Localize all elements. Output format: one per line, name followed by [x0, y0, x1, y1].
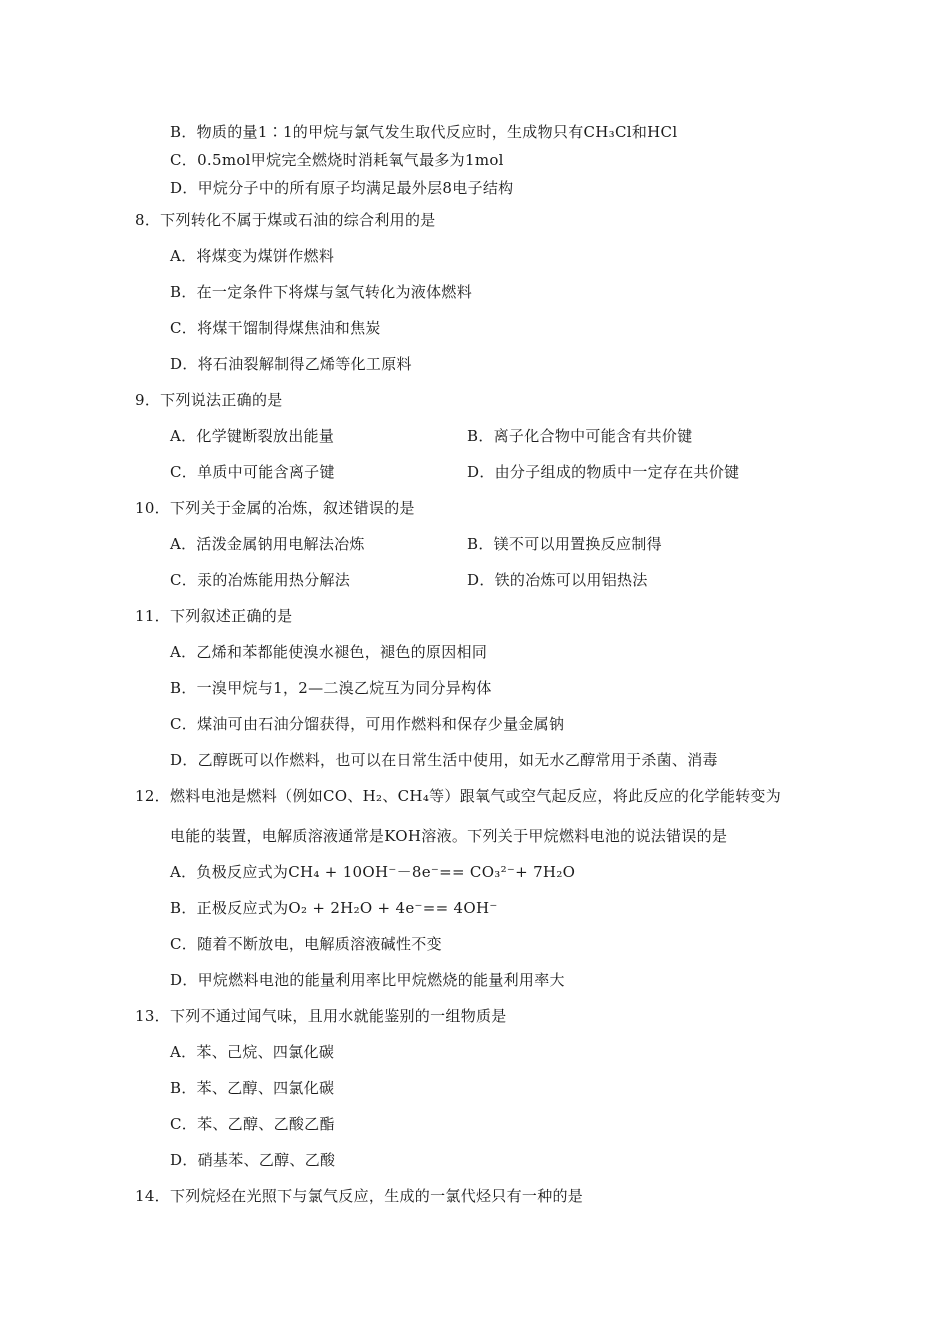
q10-option-d: D．铁的冶炼可以用铝热法	[467, 571, 648, 589]
q8-option-d: D．将石油裂解制得乙烯等化工原料	[170, 355, 412, 373]
q8-option-a: A．将煤变为煤饼作燃料	[170, 247, 335, 265]
q12-stem-line-1: 12．燃料电池是燃料（例如CO、H₂、CH₄等）跟氧气或空气起反应，将此反应的化学能转变为	[135, 787, 782, 805]
q10-stem: 10．下列关于金属的冶炼，叙述错误的是	[135, 499, 415, 517]
q9-option-d: D．由分子组成的物质中一定存在共价键	[467, 463, 740, 481]
q8-stem: 8．下列转化不属于煤或石油的综合利用的是	[135, 211, 436, 229]
q11-option-b: B．一溴甲烷与1，2—二溴乙烷互为同分异构体	[170, 679, 492, 697]
q14-stem: 14．下列烷烃在光照下与氯气反应，生成的一氯代烃只有一种的是	[135, 1187, 584, 1205]
q7-option-b: B．物质的量1∶1的甲烷与氯气发生取代反应时，生成物只有CH₃Cl和HCl	[170, 123, 678, 141]
q12-option-c: C．随着不断放电，电解质溶液碱性不变	[170, 935, 442, 953]
q11-option-c: C．煤油可由石油分馏获得，可用作燃料和保存少量金属钠	[170, 715, 565, 733]
q10-option-b: B．镁不可以用置换反应制得	[467, 535, 662, 553]
q12-option-d: D．甲烷燃料电池的能量利用率比甲烷燃烧的能量利用率大	[170, 971, 565, 989]
q9-option-c: C．单质中可能含离子键	[170, 463, 335, 481]
q10-option-a: A．活泼金属钠用电解法冶炼	[170, 535, 365, 553]
q7-option-d: D．甲烷分子中的所有原子均满足最外层8电子结构	[170, 179, 514, 197]
q13-stem: 13．下列不通过闻气味，且用水就能鉴别的一组物质是	[135, 1007, 507, 1025]
q13-option-a: A．苯、己烷、四氯化碳	[170, 1043, 335, 1061]
q8-option-c: C．将煤干馏制得煤焦油和焦炭	[170, 319, 381, 337]
q13-option-b: B．苯、乙醇、四氯化碳	[170, 1079, 335, 1097]
q9-option-b: B．离子化合物中可能含有共价键	[467, 427, 693, 445]
q12-option-a: A．负极反应式为CH₄ + 10OH⁻－8e⁻== CO₃²⁻+ 7H₂O	[170, 863, 576, 881]
q11-stem: 11．下列叙述正确的是	[135, 607, 293, 625]
q7-option-c: C．0.5mol甲烷完全燃烧时消耗氧气最多为1mol	[170, 151, 504, 169]
q11-option-a: A．乙烯和苯都能使溴水褪色，褪色的原因相同	[170, 643, 488, 661]
q12-option-b: B．正极反应式为O₂ + 2H₂O + 4e⁻== 4OH⁻	[170, 899, 498, 917]
q13-option-d: D．硝基苯、乙醇、乙酸	[170, 1151, 336, 1169]
q9-option-a: A．化学键断裂放出能量	[170, 427, 335, 445]
q8-option-b: B．在一定条件下将煤与氢气转化为液体燃料	[170, 283, 473, 301]
q12-stem-line-2: 电能的装置，电解质溶液通常是KOH溶液。下列关于甲烷燃料电池的说法错误的是	[170, 827, 728, 845]
q13-option-c: C．苯、乙醇、乙酸乙酯	[170, 1115, 335, 1133]
q11-option-d: D．乙醇既可以作燃料，也可以在日常生活中使用，如无水乙醇常用于杀菌、消毒	[170, 751, 718, 769]
q9-stem: 9．下列说法正确的是	[135, 391, 283, 409]
q10-option-c: C．汞的冶炼能用热分解法	[170, 571, 351, 589]
